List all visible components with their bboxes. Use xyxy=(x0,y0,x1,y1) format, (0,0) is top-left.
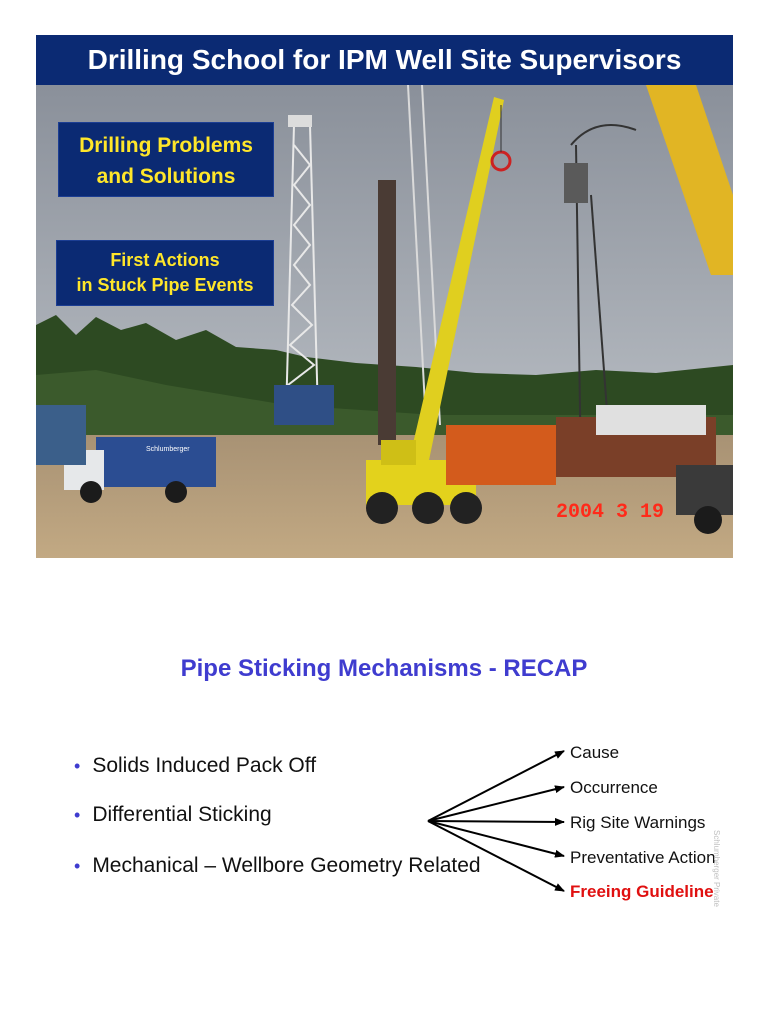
slide-title-bar xyxy=(36,35,733,85)
topic-box-line: in Stuck Pipe Events xyxy=(76,275,254,295)
bullet-text: Differential Sticking xyxy=(92,803,272,826)
bullet-item xyxy=(74,854,481,878)
topic-box-line: Drilling Problems xyxy=(79,134,253,157)
recap-heading: Pipe Sticking Mechanisms - RECAP xyxy=(180,655,588,682)
target-label: Preventative Action xyxy=(570,848,716,867)
truck-logo: Schlumberger xyxy=(146,446,190,453)
arrow-to-cause xyxy=(428,751,564,821)
topic-box-line: and Solutions xyxy=(96,165,236,188)
topic-box-first-actions xyxy=(56,240,274,306)
target-label: Occurrence xyxy=(570,778,658,797)
arrow-to-rig-site-warnings xyxy=(428,821,564,822)
bullet-text: Solids Induced Pack Off xyxy=(92,754,317,777)
bullet-dot-icon: • xyxy=(74,756,81,776)
slide-title: Drilling School for IPM Well Site Supervisors xyxy=(87,44,682,75)
bullet-item xyxy=(74,754,316,778)
bullet-text: Mechanical – Wellbore Geometry Related xyxy=(92,854,481,877)
watermark-text: Schlumberger Private xyxy=(712,830,721,907)
photo-date-stamp: 2004 3 19 xyxy=(556,501,665,524)
bullet-item xyxy=(74,803,272,827)
arrow-to-occurrence xyxy=(428,787,564,821)
bullet-dot-icon: • xyxy=(74,805,81,825)
target-label: Rig Site Warnings xyxy=(570,813,706,832)
arrow-to-preventative-action xyxy=(428,821,564,856)
slide-top xyxy=(36,35,733,558)
target-label: Cause xyxy=(570,743,620,762)
bullet-dot-icon: • xyxy=(74,856,81,876)
topic-box-line: First Actions xyxy=(110,250,220,270)
target-label-highlight: Freeing Guideline xyxy=(570,882,714,901)
topic-box-drilling-problems xyxy=(58,122,274,197)
